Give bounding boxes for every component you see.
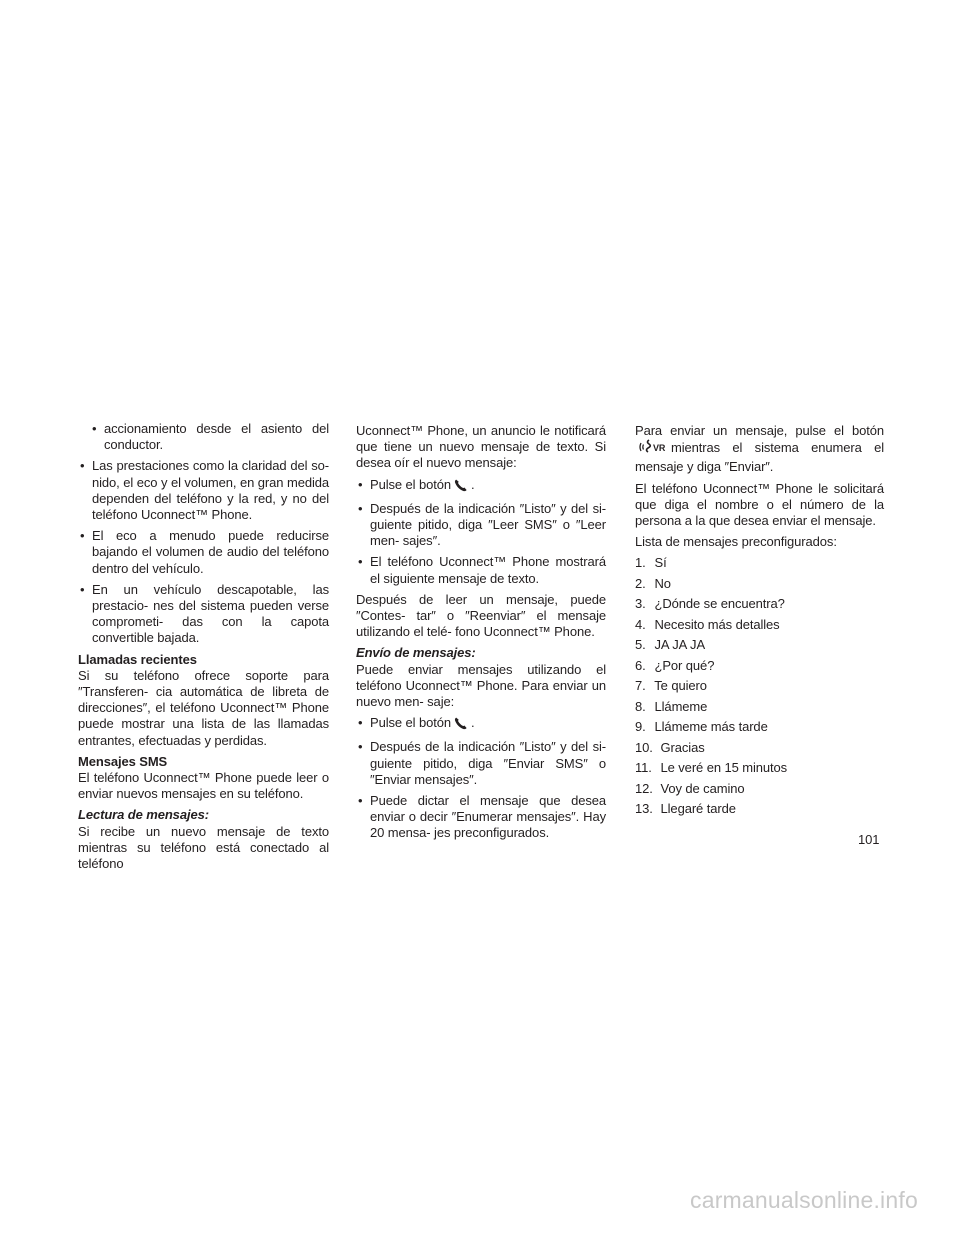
list-item-text: Te quiero [654,678,707,694]
bullet-item [356,739,606,788]
paragraph: El teléfono Uconnect™ Phone le solicitará que diga el nombre o el número de la persona a la que desea enviar el mensaje. [635,480,884,529]
list-item-text: Gracias [660,739,705,755]
svg-text:VR: VR [653,443,666,454]
bullet-item [78,528,329,577]
list-item [635,719,884,735]
list-item [635,658,884,674]
column-middle [356,423,606,847]
list-item-text: Voy de camino [660,780,745,796]
list-item [635,637,884,653]
bullet-item [78,458,329,523]
list-item [635,596,884,612]
bullet-text: El eco a menudo puede reducirse bajando el volumen de audio del teléfono dentro del vehículo. [92,528,329,576]
list-item-number: 5. [635,637,646,653]
list-item-text: Necesito más detalles [654,616,780,632]
bullet-dot: • [80,458,85,474]
list-item-text: ¿Por qué? [654,657,715,673]
paragraph: Puede enviar mensajes utilizando el teléfono Uconnect™ Phone. Para enviar un nuevo men- saje: [356,661,606,710]
bullet-item [356,715,606,734]
paragraph: Después de leer un mensaje, puede ″Contes- tar″ o ″Reenviar″ el mensaje utilizando el telé- fono Uconnect™ Phone. [356,591,606,640]
bullet-text: Después de la indicación ″Listo″ y del si- guiente pitido, diga ″Enviar SMS″ o ″Enviar mensajes″. [370,739,606,787]
section-sms [78,754,329,803]
bullet-text: En un vehículo descapotable, las prestacio- nes del sistema pueden verse comprometi- das con la capota convertible bajada. [92,581,329,646]
list-item-number: 7. [635,678,646,694]
paragraph: Si su teléfono ofrece soporte para ″Transferen- cia automática de libreta de direcciones″, el teléfono Uconnect™ Phone puede mostrar una lista de las llamadas entrantes, efectuadas y perdidas. [78,667,329,748]
section-heading: Llamadas recientes [78,651,197,667]
list-item [635,576,884,592]
list-item-number: 11. [635,760,652,776]
list-intro: Lista de mensajes preconfigurados: [635,534,837,550]
list-item [635,699,884,715]
paragraph: Uconnect™ Phone, un anuncio le notificará que tiene un nuevo mensaje de texto. Si desea oír el nuevo mensaje: [356,423,606,471]
bullet-text-end: . [471,476,475,492]
bullet-dot: • [358,500,363,516]
list-item-text: Sí [654,555,667,571]
bullet-item [356,477,606,496]
preset-message-list [635,555,884,817]
list-item-text: Llegaré tarde [660,801,736,817]
column-right [635,423,884,822]
bullet-text: Después de la indicación ″Listo″ y del si- guiente pitido, diga ″Leer SMS″ o ″Leer men- sajes″. [370,500,606,549]
phone-icon [454,479,468,496]
watermark: carmanualsonline.info [690,1187,918,1213]
paragraph: Si recibe un nuevo mensaje de texto mientras su teléfono está conectado al teléfono [78,823,329,872]
voice-recognition-icon [638,439,668,459]
list-item-number: 12. [635,780,653,796]
list-item [635,678,884,694]
list-item-text: JA JA JA [654,637,706,653]
list-item-number: 4. [635,616,646,632]
list-item [635,801,884,817]
bullet-item [356,793,606,842]
bullet-text: Pulse el botón [370,476,451,492]
list-item [635,760,884,776]
bullet-text: Pulse el botón [370,715,451,731]
section-heading: Mensajes SMS [78,753,168,769]
list-item-number: 13. [635,801,653,817]
bullet-dot: • [358,793,363,809]
section-sending-messages [356,645,606,710]
list-item-number: 1. [635,555,646,571]
bullet-item [356,554,606,586]
list-item-number: 2. [635,575,646,591]
list-item-number: 10. [635,739,653,755]
bullet-item [356,501,606,550]
bullet-text: El teléfono Uconnect™ Phone mostrará el siguiente mensaje de texto. [370,554,606,586]
list-item-text: Llámeme más tarde [654,719,768,735]
phone-icon [454,717,468,734]
list-item [635,781,884,797]
bullet-item [78,582,329,647]
bullet-dot: • [358,715,363,731]
list-item-number: 6. [635,657,646,673]
bullet-text: Las prestaciones como la claridad del so- nido, el eco y el volumen, en gran medida dependen del teléfono y la red, y no del teléfono Uconnect™ Phone. [92,458,329,523]
bullet-dot: • [358,554,363,570]
list-item [635,740,884,756]
section-recent-calls [78,652,329,749]
paragraph-text: Para enviar un mensaje, pulse el botón [635,423,884,438]
list-item-text: No [654,575,671,591]
bullet-text: accionamiento desde el asiento del conductor. [104,421,329,453]
list-item [635,617,884,633]
list-item-text: Le veré en 15 minutos [660,760,788,776]
page-number: 101 [858,832,880,847]
list-item-number: 8. [635,698,646,714]
list-item-text: Llámeme [654,698,708,714]
subsection-heading: Lectura de mensajes: [78,807,209,823]
paragraph [635,423,884,476]
paragraph: El teléfono Uconnect™ Phone puede leer o enviar nuevos mensajes en su teléfono. [78,770,329,802]
bullet-dot: • [358,739,363,755]
bullet-dot: • [80,581,85,597]
bullet-text-end: . [471,715,475,731]
bullet-dot: • [92,421,97,436]
bullet-item [78,421,329,453]
bullet-dot: • [80,528,85,544]
subsection-heading: Envío de mensajes: [356,645,476,661]
bullet-text: Puede dictar el mensaje que desea enviar o decir ″Enumerar mensajes″. Hay 20 mensa- jes preconfigurados. [370,793,606,841]
column-left [78,421,329,877]
list-item [635,555,884,571]
section-reading-messages [78,807,329,872]
bullet-dot: • [358,476,363,492]
list-item-text: ¿Dónde se encuentra? [654,596,785,612]
list-item-number: 3. [635,596,646,612]
paragraph-text-end: mientras el sistema enumera el mensaje y diga ″Enviar″. [635,440,884,475]
list-item-number: 9. [635,719,646,735]
